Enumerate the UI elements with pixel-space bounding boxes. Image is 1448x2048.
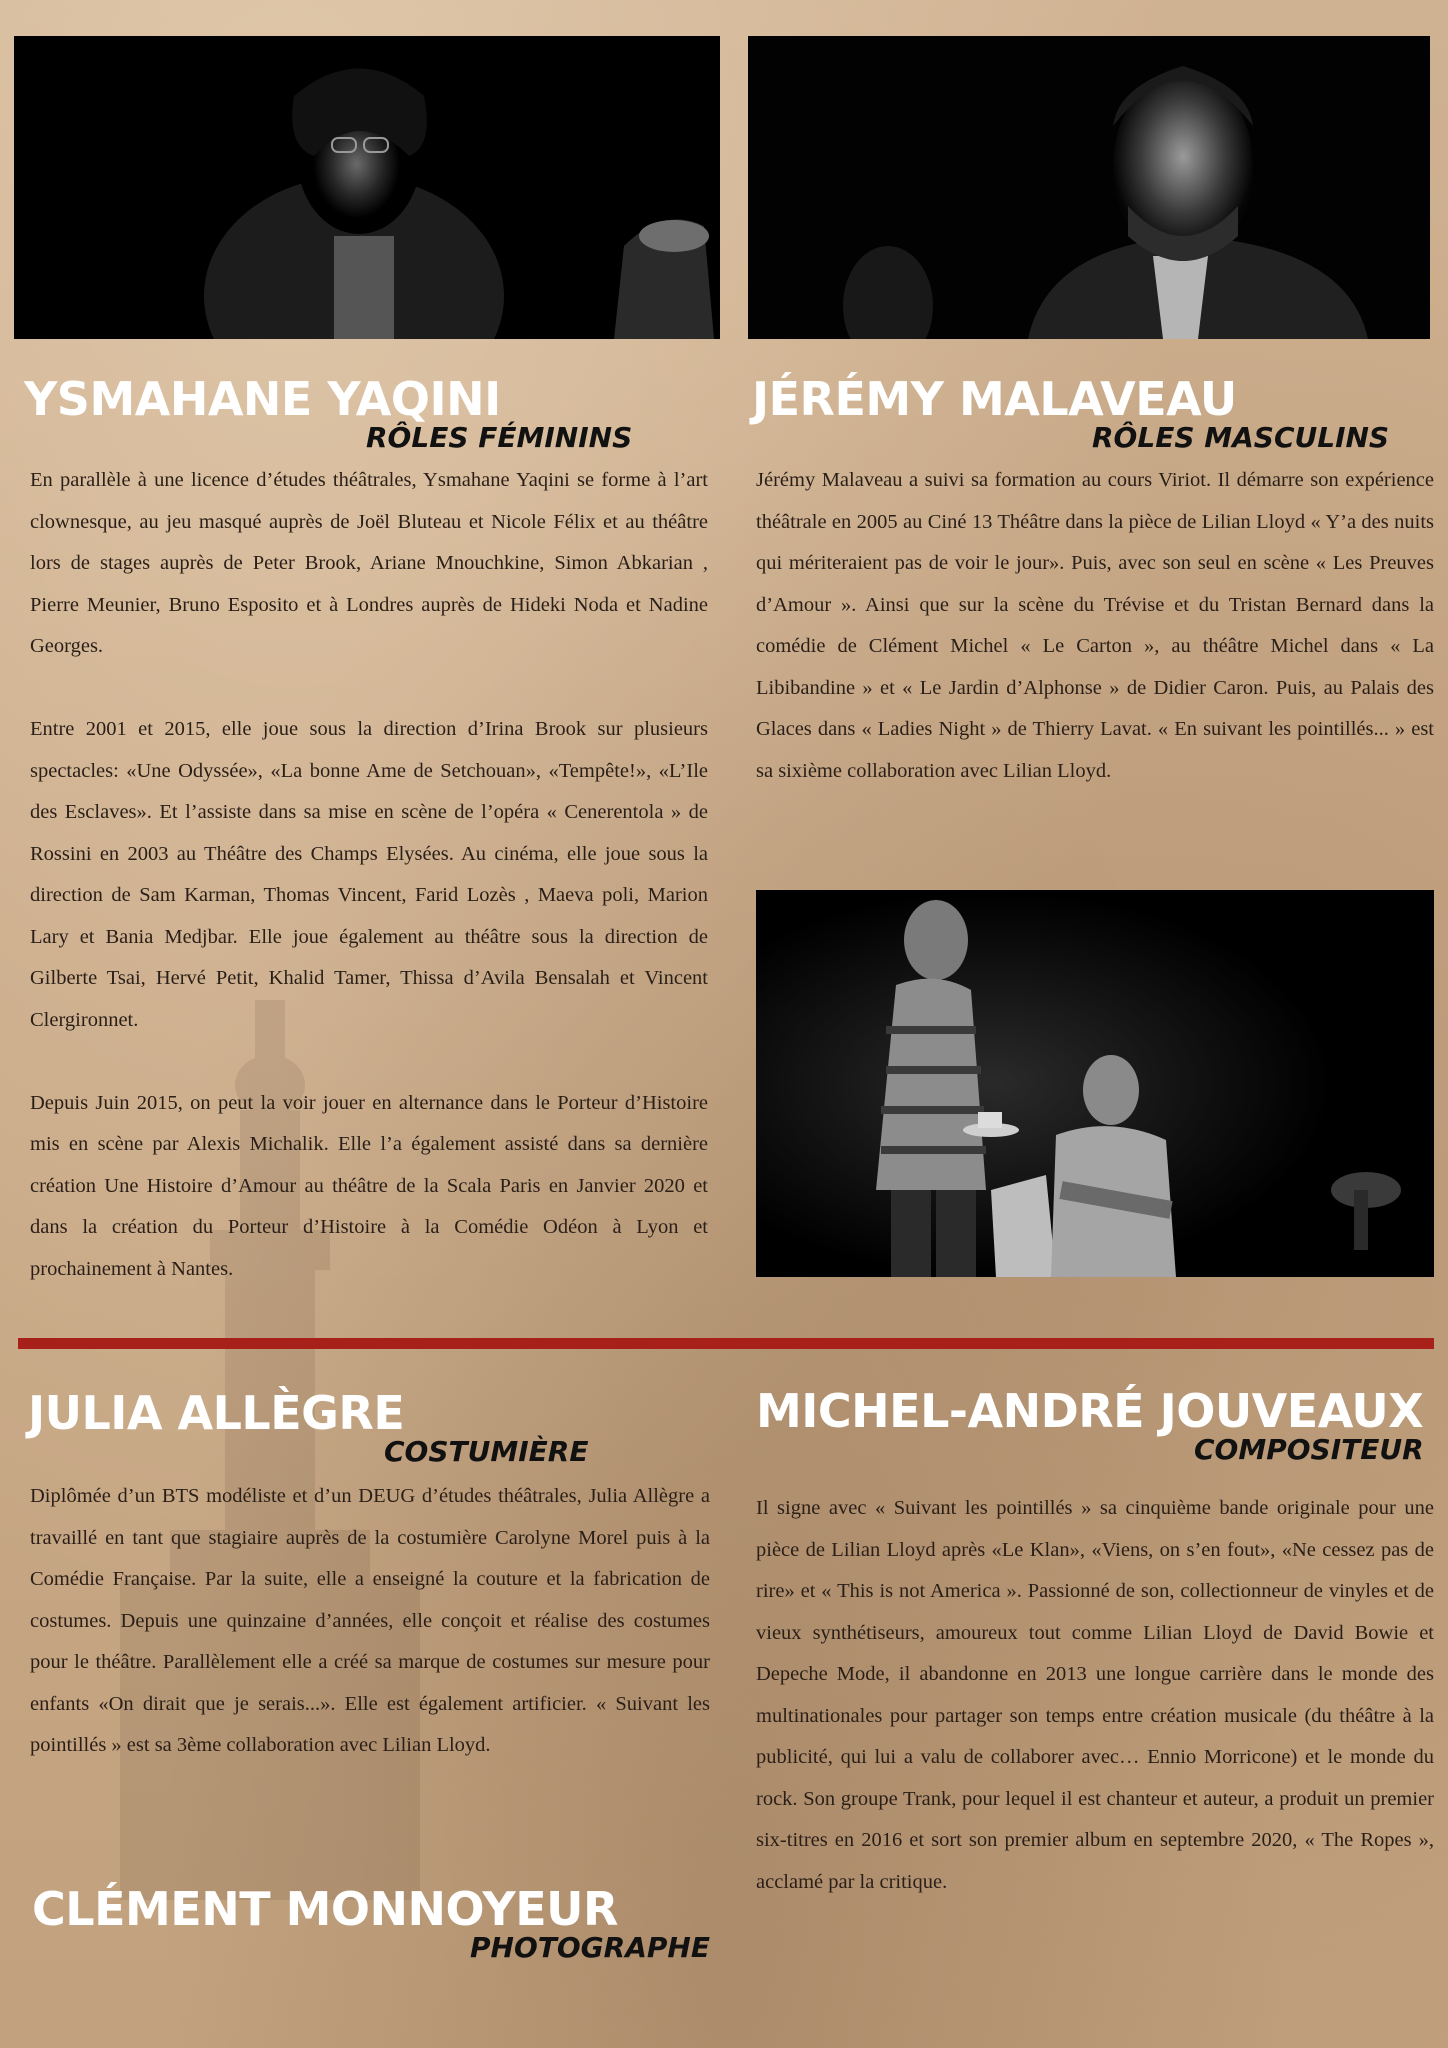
bio-paragraph: Diplômée d’un BTS modéliste et d’un DEUG d’études théâtrales, Julia Allègre a travaillé en tant que stagiaire auprès de la costumière Carolyne Morel puis à la Comédie Française. Par la suite, elle a enseigné la couture et la fabrication de costumes. Depuis une quinzaine d’années, elle conçoit et réalise des costumes pour le théâtre. Parallèlement elle a créé sa marque de costumes sur mesure pour enfants «On dirait que je serais...». Elle est également artificier. « Suivant les pointillés » est sa 3ème collaboration avec Lilian Lloyd.	[30, 1485, 710, 1756]
bio-julia-allegre	[30, 1476, 710, 1767]
bio-jeremy-malaveau	[756, 460, 1434, 792]
name-julia-allegre: JULIA ALLÈGRE	[28, 1386, 405, 1440]
bio-paragraph: Il signe avec « Suivant les pointillés » sa cinquième bande originale pour une pièce de Lilian Lloyd après «Le Klan», «Viens, on s’en fout», «Ne cessez pas de rire» et « This is not America ». Passionné de son, collectionneur de vinyles et de vieux synthétiseurs, amoureux tout comme Lilian Lloyd de David Bowie et Depeche Mode, il abandonne en 2013 une longue carrière dans le monde des multinationales pour partager son temps entre création musicale (du théâtre à la publicité, qui lui a valu de collaborer avec… Ennio Morricone) et le monde du rock. Son groupe Trank, pour lequel il est chanteur et auteur, a produit un premier six-titres en 2016 et sort son premier album en septembre 2020, « The Ropes », acclamé par la critique.	[756, 1497, 1434, 1893]
bio-michel-andre-jouveaux	[756, 1488, 1434, 1903]
bio-paragraph: Entre 2001 et 2015, elle joue sous la direction d’Irina Brook sur plusieurs spectacles: «Une Odyssée», «La bonne Ame de Setchouan», «Tempête!», «L’Ile des Esclaves». Et l’assiste dans sa mise en scène de l’opéra « Cenerentola » de Rossini en 2003 au Théâtre des Champs Elysées. Au cinéma, elle joue sous la direction de Sam Karman, Thomas Vincent, Farid Lozès , Maeva poli, Marion Lary et Bania Medjbar. Elle joue également au théâtre sous la direction de Gilberte Tsai, Hervé Petit, Khalid Tamer, Thissa d’Avila Bensalah et Vincent Clergironnet.	[30, 718, 708, 1031]
name-ysmahane-yaqini: YSMAHANE YAQINI	[24, 372, 501, 426]
bio-paragraph: Depuis Juin 2015, on peut la voir jouer en alternance dans le Porteur d’Histoire mis en scène par Alexis Michalik. Elle l’a également assisté dans sa dernière création Une Histoire d’Amour au théâtre de la Scala Paris en Janvier 2020 et dans la création du Porteur d’Histoire à la Comédie Odéon à Lyon et prochainement à Nantes.	[30, 1091, 708, 1280]
role-jeremy-malaveau: RÔLES MASCULINS	[1092, 421, 1390, 454]
bio-paragraph: Jérémy Malaveau a suivi sa formation au cours Viriot. Il démarre son expérience théâtrale en 2005 au Ciné 13 Théâtre dans la pièce de Lilian Lloyd « Y’a des nuits qui mériteraient pas de voir le jour». Puis, avec son seul en scène « Les Preuves d’Amour ». Ainsi que sur la scène du Trévise et du Tristan Bernard dans la comédie de Clément Michel « Le Carton », au théâtre Michel dans « La Libibandine » et « Le Jardin d’Alphonse » de Didier Caron. Puis, au Palais des Glaces dans « Ladies Night » de Thierry Lavat. « En suivant les pointillés... » est sa sixième collaboration avec Lilian Lloyd.	[756, 469, 1434, 782]
photo-stage-scene	[756, 890, 1434, 1277]
photo-jeremy-malaveau	[748, 36, 1430, 339]
role-ysmahane-yaqini: RÔLES FÉMININS	[366, 421, 633, 454]
role-michel-andre-jouveaux: COMPOSITEUR	[1194, 1433, 1424, 1466]
role-clement-monnoyeur: PHOTOGRAPHE	[470, 1931, 710, 1964]
bio-ysmahane-yaqini	[30, 460, 708, 1290]
section-divider	[18, 1338, 1434, 1349]
photo-ysmahane-yaqini	[14, 36, 720, 339]
bio-paragraph: En parallèle à une licence d’études théâtrales, Ysmahane Yaqini se forme à l’art clownesque, au jeu masqué auprès de Joël Bluteau et Nicole Félix et au théâtre lors de stages auprès de Peter Brook, Ariane Mnouchkine, Simon Abkarian , Pierre Meunier, Bruno Esposito et à Londres auprès de Hideki Noda et Nadine Georges.	[30, 469, 708, 657]
name-michel-andre-jouveaux: MICHEL-ANDRÉ JOUVEAUX	[756, 1384, 1424, 1438]
role-julia-allegre: COSTUMIÈRE	[384, 1435, 589, 1468]
name-clement-monnoyeur: CLÉMENT MONNOYEUR	[32, 1882, 618, 1936]
name-jeremy-malaveau: JÉRÉMY MALAVEAU	[752, 372, 1237, 426]
